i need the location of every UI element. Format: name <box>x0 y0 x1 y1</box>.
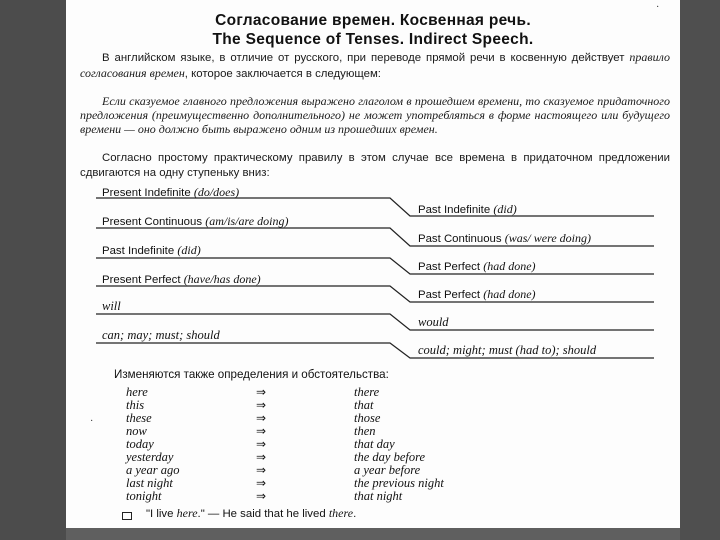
adverbial-to: the previous night <box>354 476 444 490</box>
tense-to: Past Perfect (had done) <box>418 259 536 273</box>
tense-from: Past Indefinite (did) <box>102 243 201 257</box>
double-arrow-icon: ⇒ <box>256 385 267 399</box>
adverbial-from: yesterday <box>126 450 174 464</box>
double-arrow-icon: ⇒ <box>256 424 267 438</box>
intro-paragraph: В английском языке, в отличие от русского, при переводе прямой речи в косвенную действует правило согласования времен, которое заключается в следующем: <box>80 50 670 80</box>
tense-to: could; might; must (had to); should <box>418 343 597 357</box>
adverbials-heading: Изменяются также определения и обстоятельства: <box>114 368 389 381</box>
adverbial-from: today <box>126 437 154 451</box>
adverbial-to: that day <box>354 437 395 451</box>
double-arrow-icon: ⇒ <box>256 476 267 490</box>
adverbial-from: last night <box>126 476 173 490</box>
bullet-box-icon <box>122 512 132 520</box>
adverbial-from: now <box>126 424 147 438</box>
rule-paragraph: Если сказуемое главного предложения выражено глаголом в прошедшем времени, то сказуемое придаточного предложения (преимущественно дополнительного) не может употребляться в форме настоящего или будущего времени — оно должно быть выражено одним из прошедших времен. <box>80 94 670 136</box>
adverbial-to: there <box>354 385 380 399</box>
right-margin <box>680 0 720 540</box>
title-russian: Согласование времен. Косвенная речь. <box>215 12 531 29</box>
double-arrow-icon: ⇒ <box>256 437 267 451</box>
intro-emphasis: правило согласования времен <box>80 50 670 80</box>
left-margin <box>0 0 66 540</box>
adverbial-to: the day before <box>354 450 426 464</box>
adverbial-from: this <box>126 398 145 412</box>
example-sentence: "I live here." — He said that he lived there. <box>146 506 357 520</box>
title-english: The Sequence of Tenses. Indirect Speech. <box>212 31 534 48</box>
double-arrow-icon: ⇒ <box>256 463 267 477</box>
tense-to: Past Continuous (was/ were doing) <box>418 231 591 245</box>
adverbial-from: these <box>126 411 152 425</box>
double-arrow-icon: ⇒ <box>256 398 267 412</box>
scanned-page <box>66 0 680 528</box>
adverbial-to: that night <box>354 489 403 503</box>
tense-from: Present Indefinite (do/does) <box>102 185 240 199</box>
tense-from: will <box>102 299 121 313</box>
tense-from: Present Perfect (have/has done) <box>102 272 261 286</box>
tense-to: Past Perfect (had done) <box>418 287 536 301</box>
tense-to: would <box>418 315 449 329</box>
adverbial-to: a year before <box>354 463 421 477</box>
tense-from: can; may; must; should <box>102 328 220 342</box>
adverbial-from: here <box>126 385 148 399</box>
scan-speck: · <box>656 2 660 13</box>
double-arrow-icon: ⇒ <box>256 411 267 425</box>
step-line <box>96 286 654 302</box>
adverbial-from: tonight <box>126 489 162 503</box>
practical-paragraph: Согласно простому практическому правилу в этом случае все времена в придаточном предложении сдвигаются на одну ступеньку вниз: <box>80 152 670 179</box>
scan-speck: · <box>90 416 94 427</box>
tense-from: Present Continuous (am/is/are doing) <box>102 214 289 228</box>
double-arrow-icon: ⇒ <box>256 489 267 503</box>
double-arrow-icon: ⇒ <box>256 450 267 464</box>
tense-to: Past Indefinite (did) <box>418 202 517 216</box>
adverbial-from: a year ago <box>126 463 180 477</box>
adverbial-to: those <box>354 411 381 425</box>
adverbial-to: then <box>354 424 376 438</box>
adverbial-to: that <box>354 398 374 412</box>
